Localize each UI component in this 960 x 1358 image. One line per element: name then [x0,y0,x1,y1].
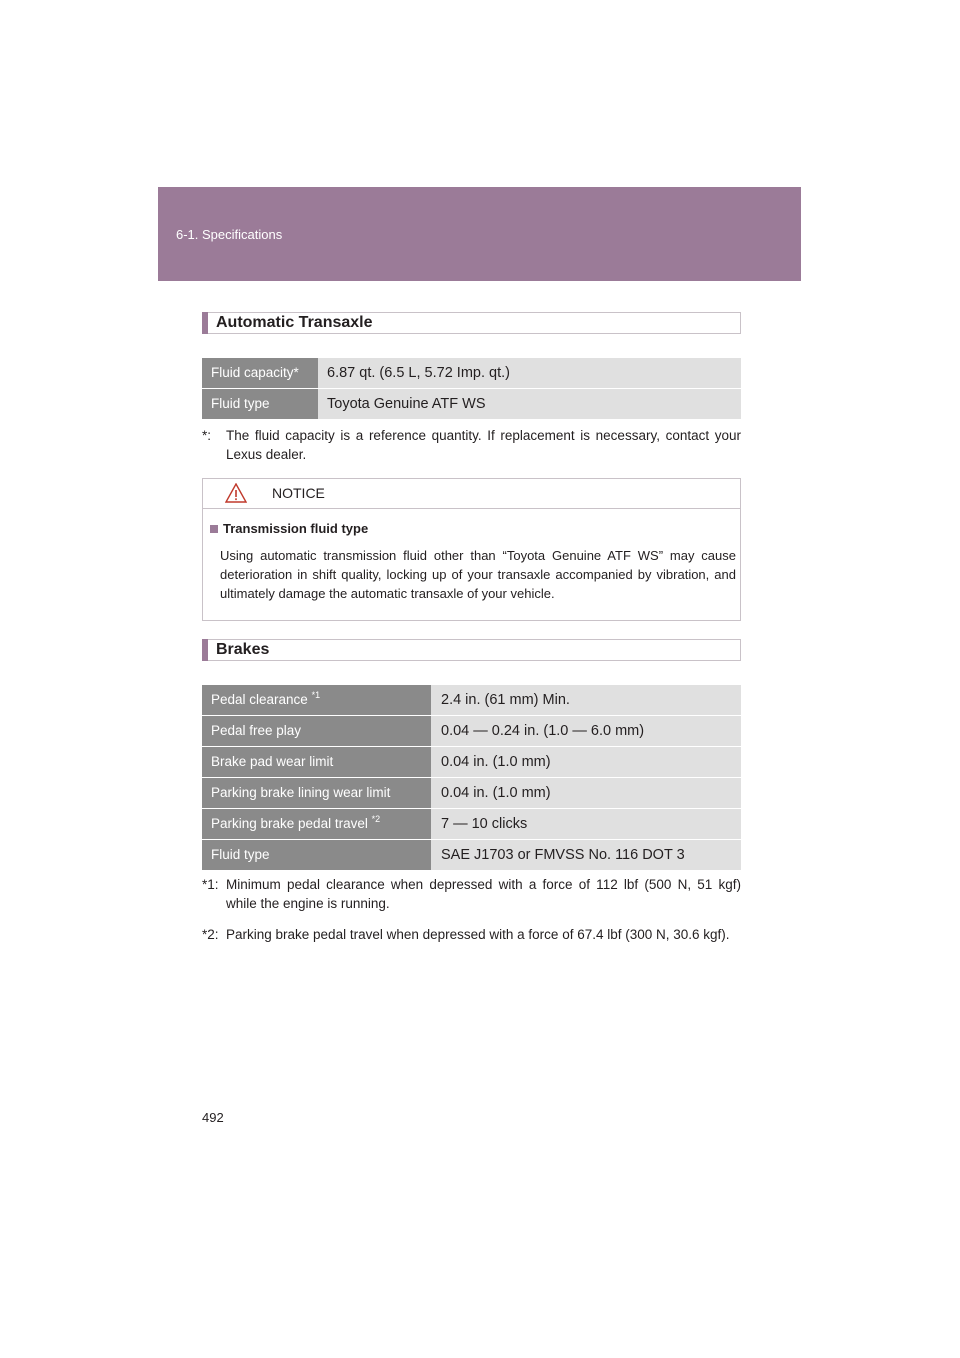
row-label: Parking brake lining wear limit [202,778,431,808]
row-label: Parking brake pedal travel $^{*2}$ [202,809,431,839]
row-value: 2.4 in. (61 mm) Min. [441,692,570,708]
brakes-footnote-1 [202,875,741,913]
notice-box [202,478,741,621]
brakes-footnote-2 [202,925,741,944]
table-row [202,840,741,870]
row-value: 7 — 10 clicks [441,816,528,832]
row-label: Pedal clearance $^{*1}$ [202,685,431,715]
footnote-mark: *1: [202,877,219,892]
notice-title: NOTICE [272,485,325,501]
page-number: 492 [202,1110,224,1125]
row-value: SAE J1703 or FMVSS No. 116 DOT 3 [441,847,685,863]
table-row [202,716,741,746]
header-band [158,187,801,281]
row-label: Fluid capacity* [202,358,318,388]
table-row [202,358,741,388]
row-label: Brake pad wear limit [202,747,431,777]
brakes-spec-table [202,685,741,871]
row-label: Pedal free play [202,716,431,746]
footnote-text: Parking brake pedal travel when depressed with a force of 67.4 lbf (300 N, 30.6 kgf). [226,927,730,942]
notice-item-heading-text: Transmission fluid type [223,521,369,536]
heading-accent-bar [202,639,208,661]
transaxle-spec-table [202,358,741,420]
section-label: 6-1. Specifications [176,227,283,242]
row-label: Fluid type [202,840,431,870]
table-row [202,389,741,419]
notice-header [203,479,740,509]
table-row [202,747,741,777]
warning-triangle-icon [225,483,247,503]
footnote-ref: *1 [311,690,321,700]
heading-accent-bar [202,312,208,334]
footnote-mark: *2: [202,927,219,942]
footnote-mark: *: [202,428,212,443]
automatic-transaxle-heading [202,312,741,334]
footnote-text: Minimum pedal clearance when depressed with a force of 112 lbf (500 N, 51 kgf) while the engine is running. [226,877,741,911]
table-row [202,778,741,808]
notice-body: Using automatic transmission fluid other than “Toyota Genuine ATF WS” may cause deterioration in shift quality, locking up of your transaxle accompanied by vibration, and ultimately damage the automatic transaxle of your vehicle. [220,548,736,601]
row-value: 0.04 in. (1.0 mm) [441,785,551,801]
notice-item-heading [210,521,368,536]
bullet-square-icon [210,525,218,533]
table-row [202,685,741,715]
row-value: Toyota Genuine ATF WS [327,396,486,412]
heading-text: Automatic Transaxle [216,314,373,331]
brakes-heading [202,639,741,661]
row-label: Fluid type [202,389,318,419]
table-row [202,809,741,839]
row-value: 6.87 qt. (6.5 L, 5.72 Imp. qt.) [327,365,510,381]
transaxle-footnote [202,426,741,464]
footnote-ref: *2 [371,814,381,824]
row-value: 0.04 in. (1.0 mm) [441,754,551,770]
row-value: 0.04 — 0.24 in. (1.0 — 6.0 mm) [441,723,645,739]
footnote-text: The fluid capacity is a reference quantity. If replacement is necessary, contact your Lexus dealer. [226,428,741,462]
heading-text: Brakes [216,641,270,658]
